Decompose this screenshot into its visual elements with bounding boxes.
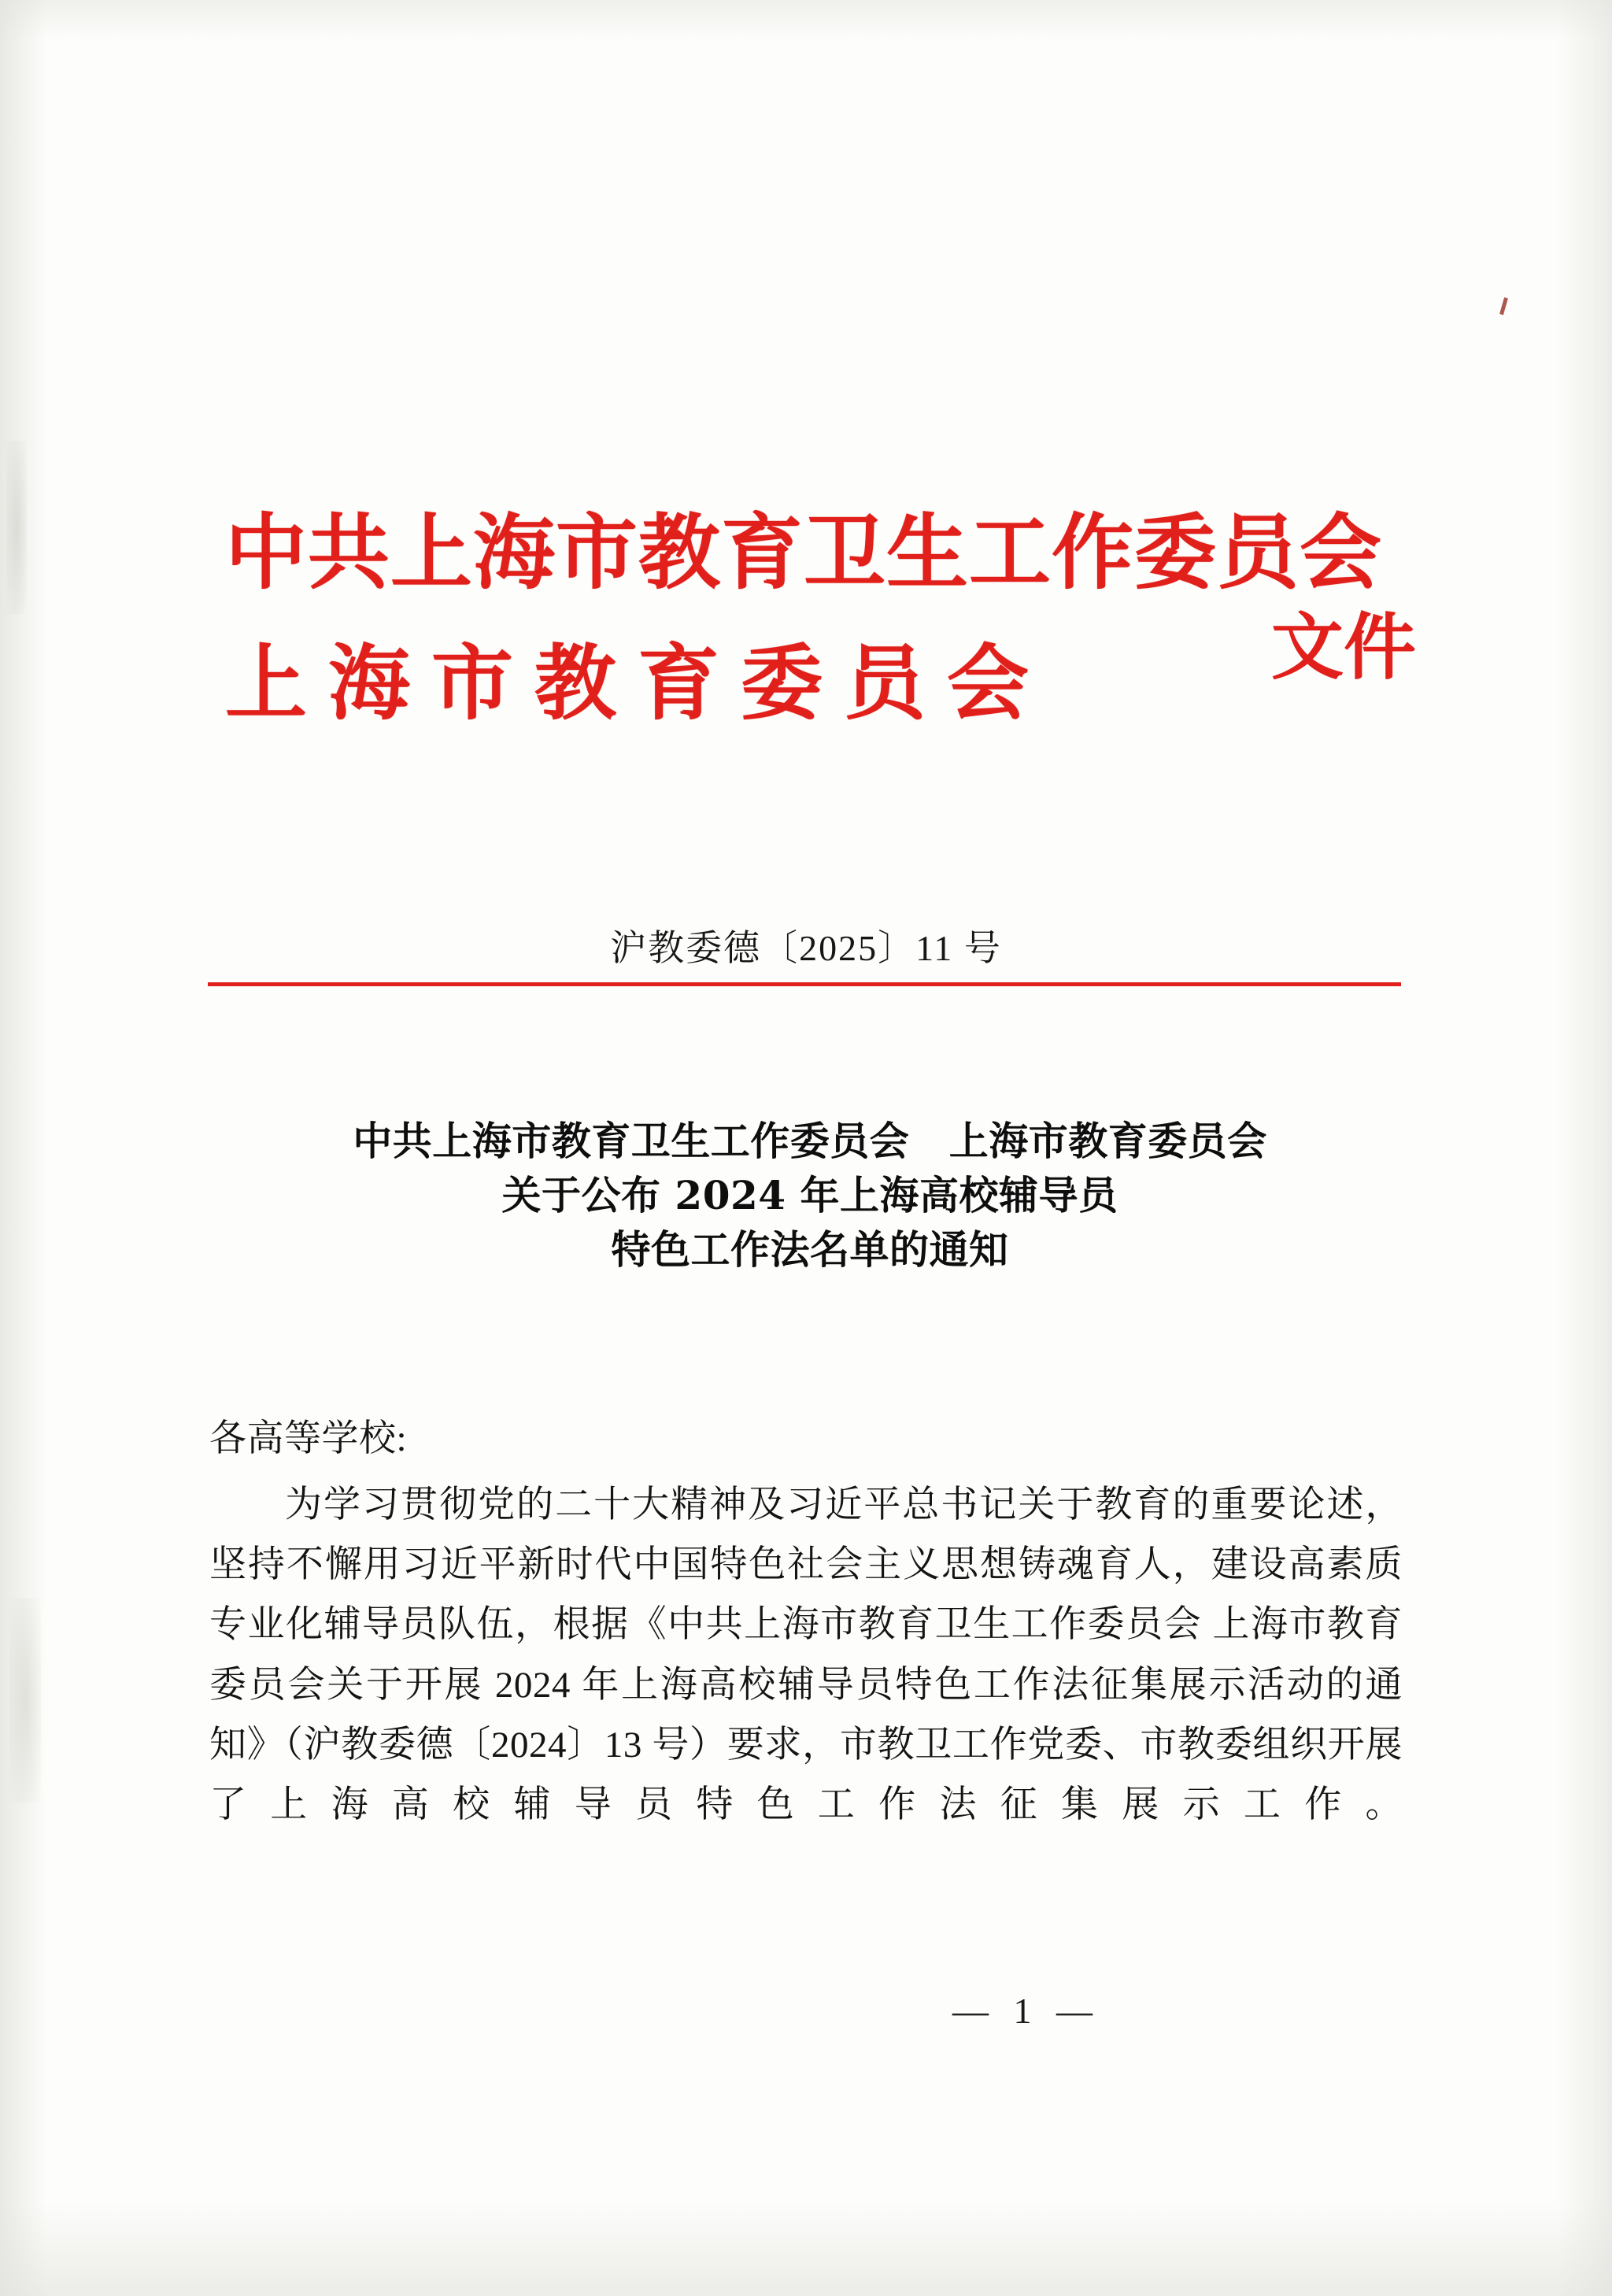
ink-mark-top-right xyxy=(1499,298,1508,316)
scan-shading-left xyxy=(0,0,47,2296)
scan-shading-top xyxy=(0,0,1612,39)
masthead-row xyxy=(205,504,1417,731)
masthead-document-word: 文件 xyxy=(1271,605,1417,690)
masthead-line-1: 中共上海市教育卫生工作委员会 xyxy=(225,504,1383,601)
scan-smudge-lower-left xyxy=(9,1598,41,1802)
title-line-3: 特色工作法名单的通知 xyxy=(611,1226,1009,1273)
page-number: — 1 — xyxy=(952,1991,1100,2031)
scan-smudge-upper-left xyxy=(6,441,27,614)
document-number: 沪教委德〔2025〕11 号 xyxy=(610,928,1002,968)
document-body xyxy=(209,1409,1403,1835)
red-divider-rule xyxy=(208,982,1401,986)
salutation: 各高等学校: xyxy=(209,1418,408,1459)
scan-shading-right xyxy=(1557,0,1612,2296)
scan-shading-bottom xyxy=(0,2202,1612,2296)
masthead xyxy=(205,504,1417,731)
title-line-2: 关于公布 2024 年上海高校辅导员 xyxy=(501,1172,1118,1218)
document-title xyxy=(208,1114,1412,1277)
body-paragraph-1: 为学习贯彻党的二十大精神及习近平总书记关于教育的重要论述，坚持不懈用习近平新时代中国特色社会主义思想铸魂育人，建设高素质专业化辅导员队伍，根据《中共上海市教育卫生工作委员会 上海市教育委员会关于开展 2024 年上海高校辅导员特色工作法征集展示活动的通知》（沪教委德〔2024〕13 号）要求，市教卫工作党委、市教委组织开展了上海高校辅导员特色工作法征集展示工作。 xyxy=(209,1484,1403,1825)
masthead-line-2: 上海市教育委员会 xyxy=(225,634,1051,731)
title-line-1: 中共上海市教育卫生工作委员会 上海市教育委员会 xyxy=(353,1118,1267,1164)
